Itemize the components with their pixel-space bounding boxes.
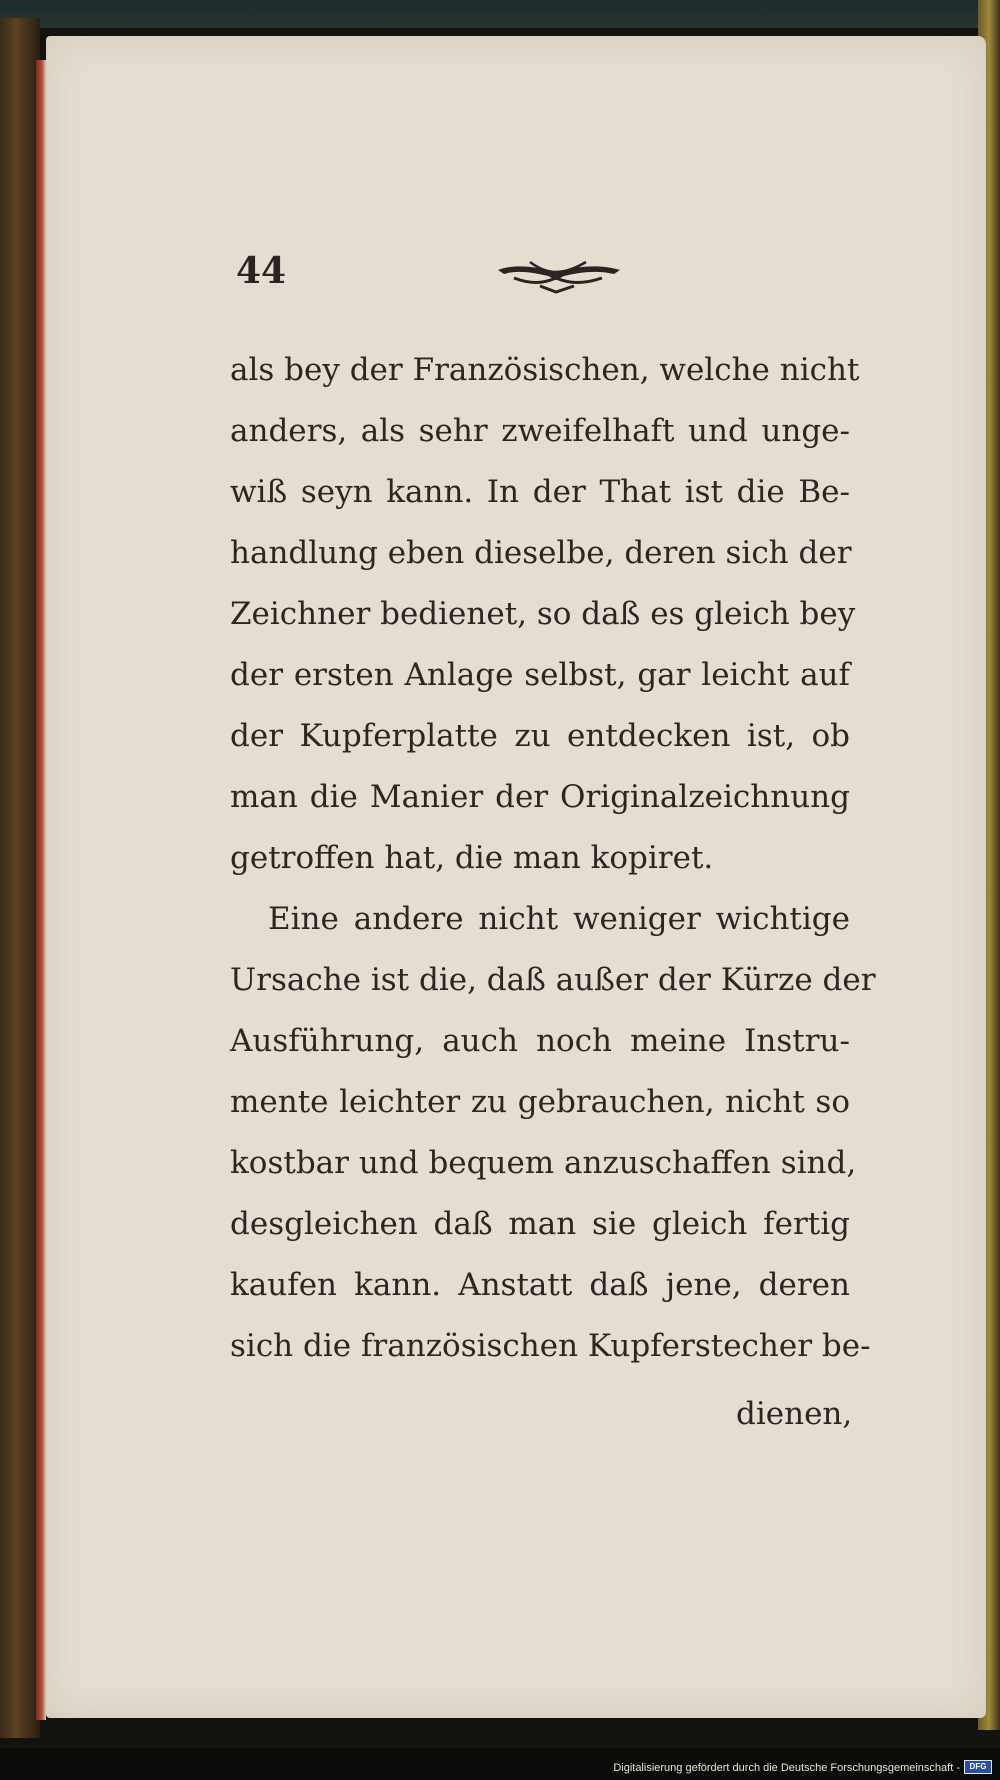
footer-bar	[0, 1748, 1000, 1780]
text-line: desgleichen daß man sie gleich fertig	[230, 1206, 850, 1242]
dfg-logo-icon	[964, 1760, 992, 1774]
funding-credit: Digitalisierung gefördert durch die Deutsche Forschungsgemeinschaft -	[613, 1762, 960, 1774]
text-line: sich die französischen Kupferstecher be-	[230, 1328, 871, 1364]
page-edge-red	[36, 60, 46, 1720]
text-line: wiß seyn kann. In der That ist die Be-	[230, 474, 850, 510]
page-header	[236, 250, 836, 310]
text-line: anders, als sehr zweifelhaft und unge-	[230, 413, 850, 449]
catchword: dienen,	[736, 1396, 853, 1432]
text-line: man die Manier der Originalzeichnung	[230, 779, 850, 815]
page-number: 44	[236, 250, 287, 292]
book-cover-edge-left	[0, 18, 40, 1738]
scan-top-edge	[0, 0, 1000, 28]
text-line: handlung eben dieselbe, deren sich der	[230, 535, 852, 571]
ornament-icon	[494, 254, 624, 296]
text-line: kostbar und bequem anzuschaffen sind,	[230, 1145, 857, 1181]
text-line: Ursache ist die, daß außer der Kürze der	[230, 962, 876, 998]
text-line: Zeichner bedienet, so daß es gleich bey	[230, 596, 856, 632]
text-line: Eine andere nicht weniger wichtige	[268, 901, 850, 937]
body-text	[230, 340, 876, 1377]
text-line: Ausführung, auch noch meine Instru-	[230, 1023, 850, 1059]
text-line: kaufen kann. Anstatt daß jene, deren	[230, 1267, 850, 1303]
text-line: der ersten Anlage selbst, gar leicht auf	[230, 657, 850, 693]
dfg-logo-text: DFG	[969, 1762, 987, 1771]
text-line: der Kupferplatte zu entdecken ist, ob	[230, 718, 850, 754]
text-line: als bey der Französischen, welche nicht	[230, 352, 860, 388]
text-line: mente leichter zu gebrauchen, nicht so	[230, 1084, 850, 1120]
text-line: getroffen hat, die man kopiret.	[230, 840, 714, 876]
